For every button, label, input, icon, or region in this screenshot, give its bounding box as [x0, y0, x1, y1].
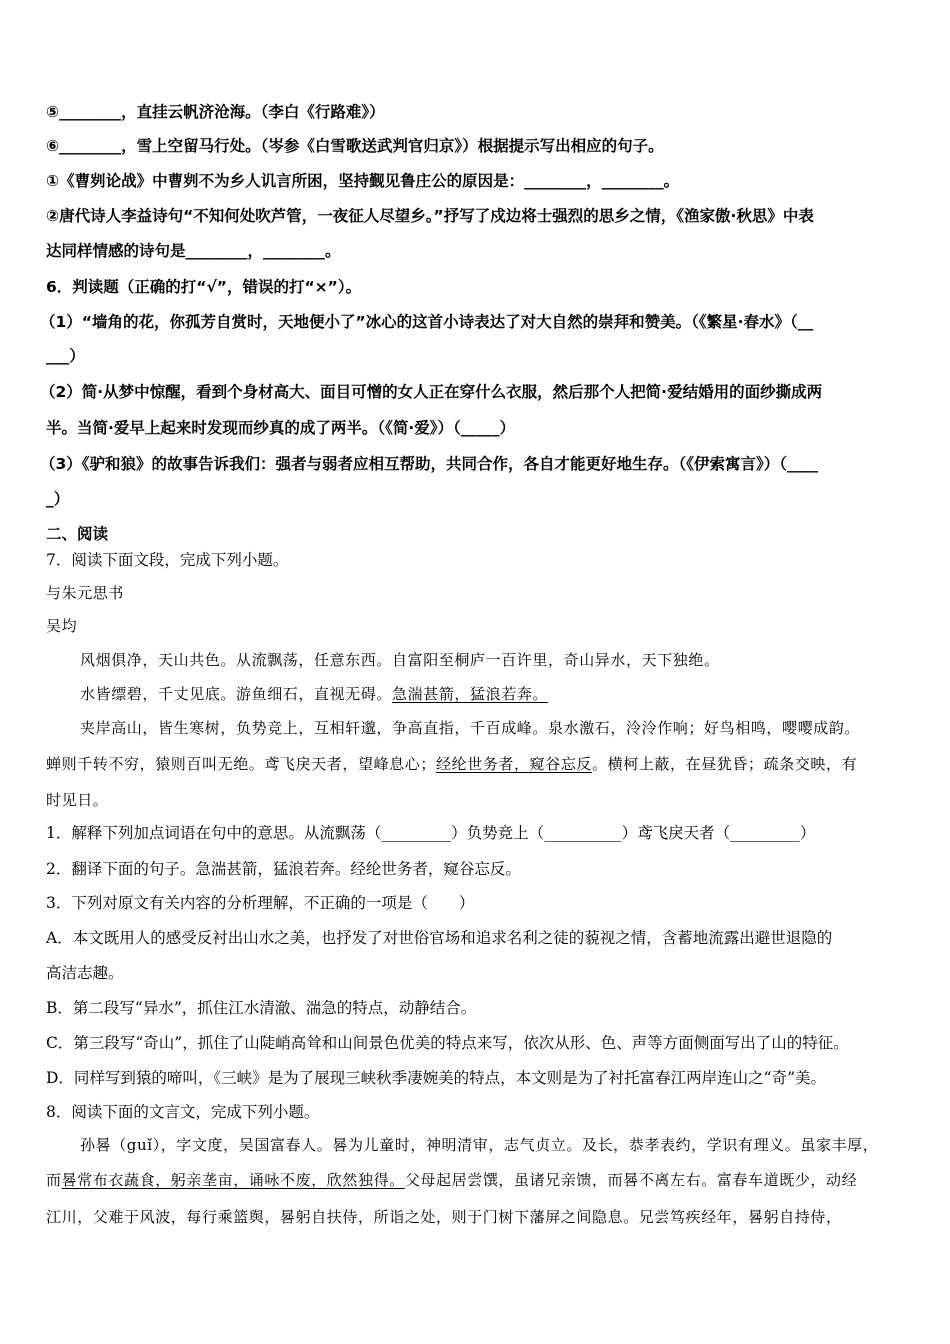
section-heading-reading: 二、阅读 — [46, 525, 109, 543]
fill-blank-sub-1: ①《曹刿论战》中曹刿不为乡人讥言所困，坚持觐见鲁庄公的原因是：________，________。 — [46, 172, 680, 190]
passage-text: 。横柯上蔽，在昼犹昏；疏条交映，有 — [592, 755, 858, 773]
passage-text: 水皆缥碧，千丈见底。游鱼细石，直视无碍。 — [80, 685, 393, 703]
judge-item-2: （2）简·从梦中惊醒，看到个身材高大、面目可憎的女人正在穿什么衣服，然后那个人把简·爱结婚用的面纱撕成两 — [40, 383, 823, 401]
judge-item-3-cont: _） — [46, 490, 70, 508]
passage-text: 蝉则千转不穷，猿则百叫无绝。鸢飞戾天者，望峰息心； — [46, 755, 437, 773]
option-a-cont: 高洁志趣。 — [46, 964, 124, 982]
passage-text: 父母起居尝馔，虽诸兄亲馈，而晷不离左右。富春车道既少，动经 — [404, 1171, 858, 1189]
passage-title: 与朱元思书 — [46, 584, 125, 602]
passage-text: 而 — [46, 1171, 62, 1189]
passage-paragraph-2 — [80, 684, 548, 704]
judge-item-3: （3）《驴和狼》的故事告诉我们：强者与弱者应相互帮助，共同合作，各自才能更好地生存。（《伊索寓言》）（____ — [40, 455, 819, 473]
judge-item-1: （1）“墙角的花，你孤芳自赏时，天地便小了”冰心的这首小诗表达了对大自然的崇拜和赞美。（《繁星·春水》（__ — [40, 313, 814, 331]
underlined-sentence: 急湍甚箭，猛浪若奔。 — [392, 685, 549, 703]
passage-author: 吴均 — [46, 617, 78, 635]
option-d: D．同样写到猿的啼叫，《三峡》是为了展现三峡秋季凄婉美的特点，本文则是为了衬托富春江两岸连山之“奇”美。 — [46, 1069, 827, 1087]
fill-blank-sub-2-cont: 达同样情感的诗句是________，________。 — [46, 242, 341, 260]
question-6-heading: 6．判读题（正确的打“√”，错误的打“×”）。 — [46, 278, 362, 296]
judge-item-2-cont: 半。当简·爱早上起来时发现而纱真的成了两半。（《简·爱》）（_____） — [46, 419, 516, 437]
option-c: C．第三段写“奇山”，抓住了山陡峭高耸和山间景色优美的特点来写，依次从形、色、声等方面侧面写出了山的特征。 — [46, 1034, 849, 1052]
option-a: A．本文既用人的感受反衬出山水之美，也抒发了对世俗官场和追求名利之徒的藐视之情，含蓄地流露出避世退隐的 — [46, 929, 833, 947]
passage-paragraph-3: 夹岸高山，皆生寒树，负势竞上，互相轩邈，争高直指，千百成峰。泉水激石，泠泠作响；好鸟相鸣，嘤嘤成韵。 — [80, 719, 861, 737]
question-7-1: 1．解释下列加点词语在句中的意思。从流飘荡（_________）负势竞上（__________）鸢飞戾天者（_________） — [46, 824, 816, 842]
question-8-heading: 8．阅读下面的文言文，完成下列小题。 — [46, 1103, 320, 1121]
passage-2-paragraph-1: 孙晷（guǐ），字文度，吴国富春人。晷为儿童时，神明清审，志气贞立。及长，恭孝表约，学识有理义。虽家丰厚， — [80, 1136, 879, 1154]
option-b: B．第二段写“异水”，抓住江水清澈、湍急的特点，动静结合。 — [46, 999, 477, 1017]
fill-blank-item-5: ⑤________，直挂云帆济沧海。（李白《行路难》） — [46, 103, 385, 121]
passage-paragraph-1: 风烟俱净，天山共色。从流飘荡，任意东西。自富阳至桐庐一百许里，奇山异水，天下独绝。 — [80, 651, 720, 669]
passage-2-paragraph-1-cont-2: 江川，父难于风波，每行乘篮舆，晷躬自扶侍，所诣之处，则于门树下藩屏之间隐息。兄尝笃疾经年，晷躬自持侍， — [46, 1208, 842, 1226]
passage-paragraph-3-cont — [46, 754, 857, 774]
underlined-sentence: 经纶世务者，窥谷忘反 — [436, 755, 593, 773]
passage-paragraph-3-end: 时见日。 — [46, 791, 109, 809]
fill-blank-sub-2: ②唐代诗人李益诗句“不知何处吹芦管，一夜征人尽望乡。”抒写了戍边将士强烈的思乡之情，《渔家傲·秋思》中表 — [46, 207, 814, 225]
passage-2-paragraph-1-cont — [46, 1170, 857, 1190]
question-7-2: 2．翻译下面的句子。急湍甚箭，猛浪若奔。经纶世务者，窥谷忘反。 — [46, 860, 521, 878]
question-7-3: 3．下列对原文有关内容的分析理解，不正确的一项是（ ） — [46, 894, 475, 912]
fill-blank-item-6: ⑥________，雪上空留马行处。（岑参《白雪歌送武判官归京》）根据提示写出相应的句子。 — [46, 137, 664, 155]
question-7-heading: 7．阅读下面文段，完成下列小题。 — [46, 551, 289, 569]
judge-item-1-cont: ___） — [46, 347, 85, 365]
underlined-sentence: 晷常布衣蔬食，躬亲垄亩，诵咏不废，欣然独得。 — [61, 1171, 405, 1189]
